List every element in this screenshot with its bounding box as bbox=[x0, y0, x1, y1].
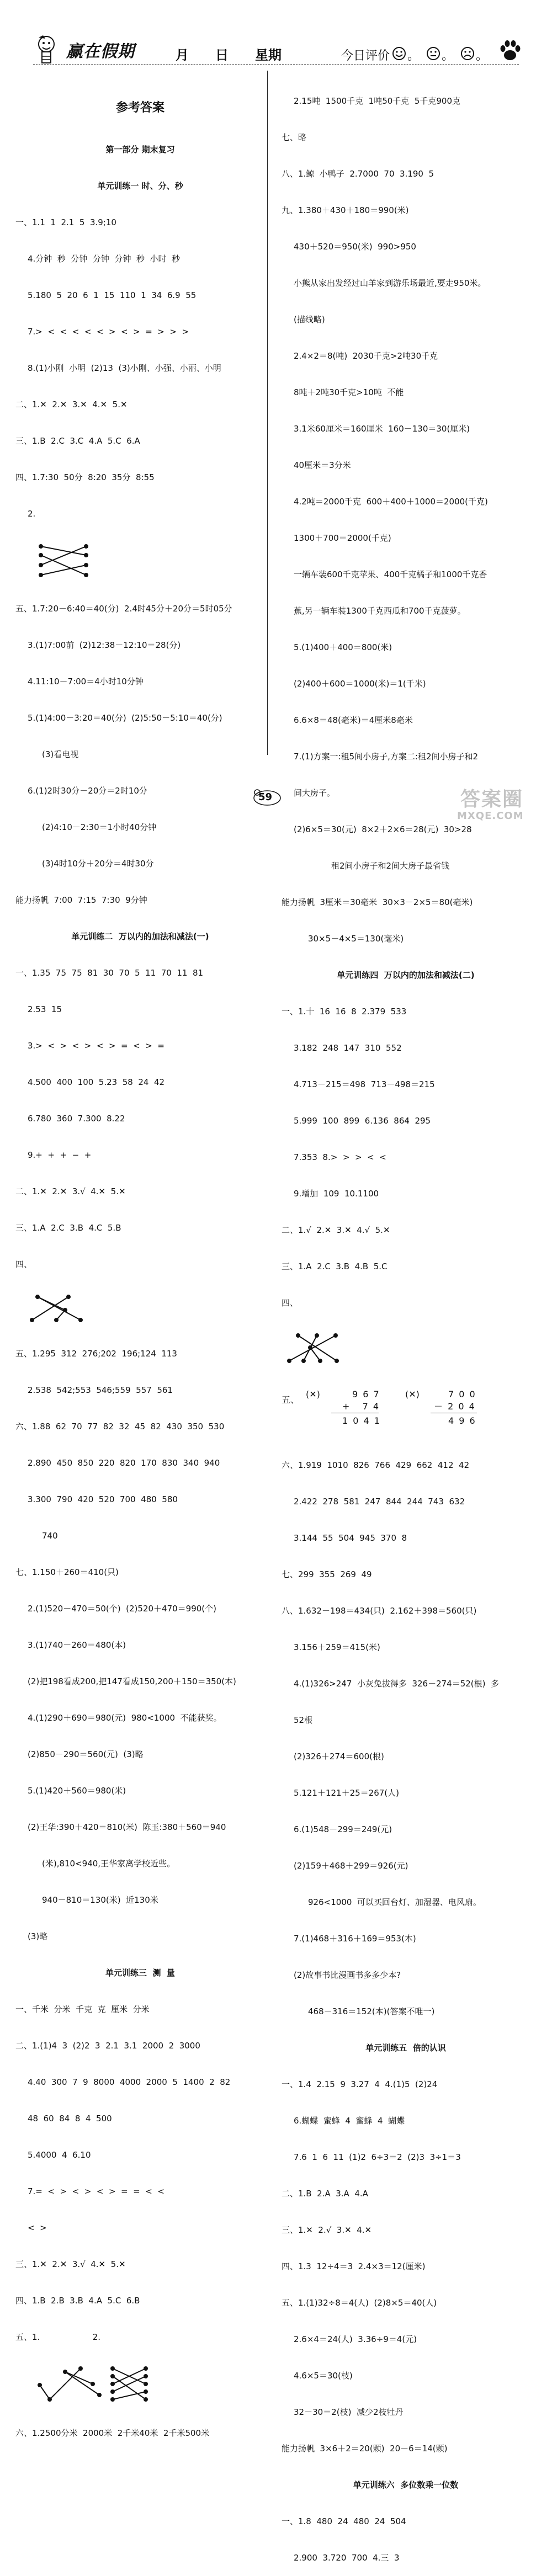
answer-line: 468－316＝152(本)(答案不唯一) bbox=[308, 2006, 435, 2016]
dot-separator: 。 bbox=[407, 49, 420, 63]
page-title: 参考答案 bbox=[115, 101, 164, 115]
answer-line: 3.144 55 504 945 370 8 bbox=[294, 1533, 407, 1543]
answer-line: 6.780 360 7.300 8.22 bbox=[28, 1114, 125, 1124]
answer-line: 3.> < > < > < > = < > = bbox=[28, 1041, 164, 1051]
answer-line: 9.增加 109 10.1100 bbox=[294, 1189, 379, 1199]
page-number: 59 bbox=[258, 791, 273, 803]
answer-line: 三、1.B 2.C 3.C 4.A 5.C 6.A bbox=[15, 436, 140, 446]
answer-line: 七、略 bbox=[282, 132, 307, 142]
answer-line: 30×5－4×5＝130(毫米) bbox=[308, 934, 404, 944]
sad-face-icon[interactable] bbox=[460, 46, 475, 61]
answer-line: 五、1. 2. bbox=[15, 2332, 100, 2342]
calc-result: 4 9 6 bbox=[448, 1415, 476, 1426]
unit-title: 单元训练四 万以内的加法和减法(二) bbox=[337, 970, 475, 980]
day-label: 日 bbox=[215, 47, 229, 63]
answer-line: 二、1.(1)4 3 (2)2 3 2.1 3.1 2000 2 3000 bbox=[15, 2041, 200, 2051]
answer-line: (2)400＋600＝1000(米)＝1(千米) bbox=[294, 679, 426, 689]
answer-line: (米),810<940,王华家离学校近些。 bbox=[42, 1859, 176, 1869]
answer-line: 6.蝴蝶 蜜蜂 4 蜜蜂 4 蝴蝶 bbox=[294, 2116, 405, 2126]
answer-line: 六、1.919 1010 826 766 429 662 412 42 bbox=[282, 1460, 470, 1470]
watermark bbox=[450, 784, 544, 823]
watermark-url: MXQE.COM bbox=[457, 810, 524, 822]
answer-line: 九、1.380＋430＋180＝990(米) bbox=[282, 205, 409, 215]
answer-line: 四、1.7:30 50分 8:20 35分 8:55 bbox=[15, 472, 155, 482]
dot-separator: 。 bbox=[476, 49, 489, 63]
answer-line: 二、1.B 2.A 3.A 4.A bbox=[282, 2189, 368, 2199]
answer-line: (3)略 bbox=[28, 1931, 48, 1941]
answer-line: (3)看电视 bbox=[42, 749, 79, 759]
section-label: 五、 bbox=[282, 1395, 300, 1405]
answer-line: 3.(1)740－260＝480(本) bbox=[28, 1640, 126, 1650]
matching-diagram bbox=[282, 1333, 392, 1364]
answer-line: 2.6×4＝24(人) 3.36÷9＝4(元) bbox=[294, 2334, 417, 2344]
answer-line: 5.(1)4:00－3:20＝40(分) (2)5:50－5:10＝40(分) bbox=[28, 713, 222, 723]
answer-line: 2.538 542;553 546;559 557 561 bbox=[28, 1385, 173, 1395]
answer-line: 1300＋700＝2000(千克) bbox=[294, 533, 391, 543]
answer-line: 740 bbox=[42, 1531, 58, 1541]
answer-line: 二、1.✕ 2.✕ 3.✕ 4.✕ 5.✕ bbox=[15, 400, 128, 409]
answer-line: 四、1.3 12÷4＝3 2.4×3＝12(厘米) bbox=[282, 2261, 426, 2271]
answer-line: 七、299 355 269 49 bbox=[282, 1569, 372, 1579]
logo bbox=[33, 34, 155, 65]
answer-line: (2)326＋274＝600(根) bbox=[294, 1752, 384, 1761]
unit-title: 单元训练六 多位数乘一位数 bbox=[353, 2480, 459, 2490]
matching-diagram bbox=[15, 544, 126, 578]
answer-line: (2)王华:390＋420＝810(米) 陈玉:380＋560＝940 bbox=[28, 1822, 226, 1832]
answer-line: 2.4×2＝8(吨) 2030千克>2吨30千克 bbox=[294, 351, 438, 361]
answer-line: 八、1.632－198＝434(只) 2.162＋398＝560(只) bbox=[282, 1606, 477, 1616]
answer-line: 940－810＝130(米) 近130米 bbox=[42, 1895, 158, 1905]
dot-separator: 。 bbox=[442, 49, 454, 63]
answer-line: 4.6×5＝30(枝) bbox=[294, 2371, 353, 2381]
answer-line: 一、1.十 16 16 8 2.379 533 bbox=[282, 1007, 407, 1016]
calc-operand: + 7 4 bbox=[342, 1401, 380, 1412]
answer-line: 2.890 450 850 220 820 170 830 340 940 bbox=[28, 1458, 220, 1468]
answer-line: 3.1米60厘米＝160厘米 160－130＝30(厘米) bbox=[294, 424, 470, 434]
month-label: 月 bbox=[176, 47, 189, 63]
answer-line: 五、1.295 312 276;202 196;124 113 bbox=[15, 1349, 177, 1359]
paw-print-icon bbox=[498, 39, 522, 63]
answer-line: 小熊从家出发经过山羊家到游乐场最近,要走950米。 bbox=[294, 278, 486, 288]
answer-line: 一、1.4 2.15 9 3.27 4 4.(1)5 (2)24 bbox=[282, 2079, 438, 2089]
answer-line: 4.40 300 7 9 8000 4000 2000 5 1400 2 82 bbox=[28, 2077, 231, 2087]
answer-line: 5.4000 4 6.10 bbox=[28, 2150, 91, 2160]
answer-line: (2)把198看成200,把147看成150,200＋150＝350(本) bbox=[28, 1676, 236, 1686]
answer-line: < > bbox=[28, 2223, 47, 2233]
answer-line: 5.(1)420＋560＝980(米) bbox=[28, 1786, 126, 1796]
answer-line: 2.(1)520－470＝50(个) (2)520＋470＝990(个) bbox=[28, 1604, 216, 1614]
answer-line: (2)159＋468＋299＝926(元) bbox=[294, 1861, 408, 1871]
calc-operand: － 2 0 4 bbox=[434, 1401, 476, 1412]
happy-face-icon[interactable] bbox=[392, 46, 406, 61]
answer-line: (2)850－290＝560(元) (3)略 bbox=[28, 1749, 144, 1759]
answer-line: 8.(1)小刚 小明 (2)13 (3)小刚、小强、小丽、小明 bbox=[28, 363, 221, 373]
answer-line: 一、1.1 1 2.1 5 3.9;10 bbox=[15, 217, 116, 227]
calc-result: 1 0 4 1 bbox=[342, 1415, 381, 1426]
answer-line: 三、1.A 2.C 3.B 4.B 5.C bbox=[282, 1262, 388, 1271]
vertical-calculations bbox=[282, 1388, 530, 1435]
answer-line: 一、1.8 480 24 480 24 504 bbox=[282, 2516, 406, 2526]
answer-line: 926<1000 可以买回台灯、加湿器、电风扇。 bbox=[308, 1897, 481, 1907]
matching-diagram bbox=[15, 1295, 126, 1323]
column-divider bbox=[267, 71, 268, 755]
logo-text: 赢在假期 bbox=[66, 42, 135, 61]
answer-line: 6.6×8＝48(毫米)＝4厘米8毫米 bbox=[294, 715, 413, 725]
answer-line: 5.121＋121＋25＝267(人) bbox=[294, 1788, 399, 1798]
calc-operand: 7 0 0 bbox=[448, 1389, 476, 1399]
answer-line: 2.15吨 1500千克 1吨50千克 5千克900克 bbox=[294, 96, 460, 106]
answer-line: 5.(1)400＋400＝800(米) bbox=[294, 642, 392, 652]
answer-line: 6.(1)2时30分－20分＝2时10分 bbox=[28, 786, 147, 796]
answer-line: 4.(1)326>247 小灰兔拔得多 326－274＝52(根) 多 bbox=[294, 1679, 500, 1689]
left-column bbox=[15, 71, 265, 2451]
answer-line: (2)故事书比漫画书多多少本? bbox=[294, 1970, 401, 1980]
weekday-label: 星期 bbox=[255, 47, 282, 63]
answer-line: 二、1.✕ 2.✕ 3.√ 4.✕ 5.✕ bbox=[15, 1186, 126, 1196]
part-title: 第一部分 期末复习 bbox=[105, 145, 175, 155]
unit-title: 单元训练二 万以内的加法和减法(一) bbox=[71, 932, 209, 941]
answer-line: 5.180 5 20 6 1 15 110 1 34 6.9 55 bbox=[28, 290, 197, 300]
unit-title: 单元训练三 测 量 bbox=[105, 1968, 175, 1978]
correction-mark: (✕) bbox=[306, 1389, 320, 1399]
answer-line: 7.6 1 6 11 (1)2 6÷3＝2 (2)3 3÷1＝3 bbox=[294, 2152, 461, 2162]
answer-line: 五、1.(1)32÷8＝4(人) (2)8×5＝40(人) bbox=[282, 2298, 437, 2308]
answer-line: 4.2吨＝2000千克 600＋400＋1000＝2000(千克) bbox=[294, 497, 488, 507]
answer-line: 3.182 248 147 310 552 bbox=[294, 1043, 402, 1053]
answer-line: 32－30＝2(枝) 减少2枝牡丹 bbox=[294, 2407, 404, 2417]
calc-operand: 9 6 7 bbox=[352, 1389, 380, 1399]
right-column bbox=[282, 71, 530, 2576]
answer-line: 48 60 84 8 4 500 bbox=[28, 2114, 112, 2123]
answer-line: 三、1.A 2.C 3.B 4.C 5.B bbox=[15, 1223, 121, 1233]
answer-line: 4.(1)290＋690＝980(元) 980<1000 不能获奖。 bbox=[28, 1713, 222, 1723]
answer-line: 4.分钟 秒 分钟 分钟 分钟 秒 小时 秒 bbox=[28, 254, 181, 264]
correction-mark: (✕) bbox=[405, 1389, 420, 1399]
answer-line: 六、1.88 62 70 77 82 32 45 82 430 350 530 bbox=[15, 1422, 225, 1431]
answer-line: 三、1.✕ 2.√ 3.✕ 4.✕ bbox=[282, 2225, 372, 2235]
answer-line: 七、1.150＋260＝410(只) bbox=[15, 1567, 119, 1577]
answer-line: 四、1.B 2.B 3.B 4.A 5.C 6.B bbox=[15, 2296, 140, 2306]
answer-line: (3)4时10分＋20分＝4时30分 bbox=[42, 859, 154, 869]
answer-line: 三、1.✕ 2.✕ 3.√ 4.✕ 5.✕ bbox=[15, 2259, 126, 2269]
answer-line: 二、1.√ 2.✕ 3.✕ 4.√ 5.✕ bbox=[282, 1225, 390, 1235]
answer-line: 能力扬帆 3×6＋2＝20(颗) 20－6＝14(颗) bbox=[282, 2444, 448, 2453]
answer-line: 8吨＋2吨30千克>10吨 不能 bbox=[294, 387, 404, 397]
answer-line: 一辆车装600千克苹果、400千克橘子和1000千克香 bbox=[294, 570, 487, 579]
answer-line: 4.11:10－7:00＝4小时10分钟 bbox=[28, 677, 144, 686]
page-header bbox=[28, 34, 524, 67]
answer-line: 蕉,另一辆车装1300千克西瓜和700千克菠萝。 bbox=[294, 606, 466, 616]
answer-line: 40厘米＝3分米 bbox=[294, 460, 351, 470]
answer-line: 四、 bbox=[282, 1298, 299, 1308]
unit-title: 单元训练一 时、分、秒 bbox=[97, 181, 183, 191]
answer-line: 五、1.7:20－6:40＝40(分) 2.4时45分＋20分＝5时05分 bbox=[15, 604, 232, 614]
pencil-mascot-icon bbox=[33, 34, 61, 65]
answer-line: 四、 bbox=[15, 1259, 33, 1269]
answer-line: 3.(1)7:00前 (2)12:38－12:10＝28(分) bbox=[28, 640, 181, 650]
answer-line: 4.713－215＝498 713－498＝215 bbox=[294, 1079, 435, 1089]
answer-line: 2.900 3.720 700 4.三 3 bbox=[294, 2553, 400, 2563]
answer-line: 7.> < < < < < > < > = > > > bbox=[28, 327, 189, 337]
unit-title: 单元训练五 倍的认识 bbox=[365, 2043, 446, 2053]
answer-line: 3.156＋259＝415(米) bbox=[294, 1642, 380, 1652]
answer-line: 52根 bbox=[294, 1715, 313, 1725]
answer-line: 2.53 15 bbox=[28, 1004, 62, 1014]
answer-line: 一、1.35 75 75 81 30 70 5 11 70 11 81 bbox=[15, 968, 204, 978]
answer-line: 租2间小房子和2间大房子最省钱 bbox=[331, 861, 450, 871]
answer-line: 2.422 278 581 247 844 244 743 632 bbox=[294, 1497, 465, 1507]
answer-line: 7.(1)468＋316＋169＝953(本) bbox=[294, 1934, 416, 1944]
answer-line: 5.999 100 899 6.136 864 295 bbox=[294, 1116, 431, 1126]
answer-line: 6.(1)548－299＝249(元) bbox=[294, 1824, 392, 1834]
answer-line: 7.353 8.> > > < < bbox=[294, 1152, 386, 1162]
answer-line: 能力扬帆 7:00 7:15 7:30 9分钟 bbox=[15, 895, 147, 905]
answer-line: 3.300 790 420 520 700 480 580 bbox=[28, 1494, 178, 1504]
answer-line: 六、1.2500分米 2000米 2千米40米 2千米500米 bbox=[15, 2428, 210, 2438]
answer-line: (2)4:10－2:30＝1小时40分钟 bbox=[42, 822, 157, 832]
answer-line: 7.= < > < > < > = = < < bbox=[28, 2186, 164, 2196]
watermark-text: 答案圈 bbox=[460, 788, 524, 811]
answer-line: (描线略) bbox=[294, 315, 325, 324]
answer-line: 八、1.鲸 小鸭子 2.7000 70 3.190 5 bbox=[282, 169, 434, 179]
answer-line: 9.+ + + − + bbox=[28, 1150, 92, 1160]
matching-diagram bbox=[15, 2367, 192, 2403]
answer-line: 间大房子。 bbox=[294, 788, 336, 798]
answer-line: 430＋520＝950(米) 990>950 bbox=[294, 242, 416, 252]
answer-line: 能力扬帆 3厘米＝30毫米 30×3－2×5＝80(毫米) bbox=[282, 897, 473, 907]
header-divider bbox=[33, 64, 519, 65]
answer-line: 2. bbox=[28, 509, 36, 519]
rating-label: 今日评价 bbox=[341, 49, 390, 63]
neutral-face-icon[interactable] bbox=[426, 46, 440, 61]
answer-line: (2)6×5＝30(元) 8×2＋2×6＝28(元) 30>28 bbox=[294, 824, 472, 834]
answer-line: 4.500 400 100 5.23 58 24 42 bbox=[28, 1077, 165, 1087]
answer-line: 7.(1)方案一:租5间小房子,方案二:租2间小房子和2 bbox=[294, 752, 479, 762]
answer-line: 一、千米 分米 千克 克 厘米 分米 bbox=[15, 2004, 150, 2014]
